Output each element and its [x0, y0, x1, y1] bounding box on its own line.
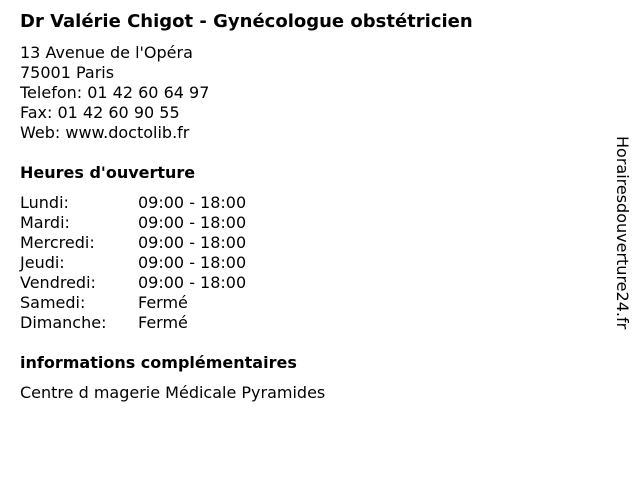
hours-time: Fermé — [138, 313, 188, 332]
opening-hours-heading: Heures d'ouverture — [20, 163, 196, 182]
street-address: 13 Avenue de l'Opéra — [20, 43, 193, 62]
site-watermark: Horairesdouverture24.fr — [613, 136, 632, 330]
hours-row-friday — [20, 273, 246, 293]
hours-time: Fermé — [138, 293, 188, 312]
hours-time: 09:00 - 18:00 — [138, 233, 247, 252]
hours-row-sunday — [20, 313, 246, 333]
additional-info-heading: informations complémentaires — [20, 353, 297, 372]
hours-day: Jeudi: — [20, 253, 65, 272]
hours-row-thursday — [20, 253, 246, 273]
hours-row-tuesday — [20, 213, 246, 233]
city-postcode: 75001 Paris — [20, 63, 115, 82]
hours-time: 09:00 - 18:00 — [138, 213, 247, 232]
website: Web: www.doctolib.fr — [20, 123, 190, 142]
hours-day: Lundi: — [20, 193, 69, 212]
opening-hours-table — [20, 193, 246, 333]
hours-time: 09:00 - 18:00 — [138, 273, 247, 292]
hours-row-monday — [20, 193, 246, 213]
phone-number: Telefon: 01 42 60 64 97 — [20, 83, 210, 102]
hours-day: Mercredi: — [20, 233, 95, 252]
hours-row-wednesday — [20, 233, 246, 253]
hours-day: Dimanche: — [20, 313, 107, 332]
additional-info-text: Centre d magerie Médicale Pyramides — [20, 383, 326, 402]
hours-day: Samedi: — [20, 293, 86, 312]
hours-time: 09:00 - 18:00 — [138, 193, 247, 212]
fax-number: Fax: 01 42 60 90 55 — [20, 103, 180, 122]
hours-day: Mardi: — [20, 213, 70, 232]
hours-row-saturday — [20, 293, 246, 313]
hours-time: 09:00 - 18:00 — [138, 253, 247, 272]
page-title: Dr Valérie Chigot - Gynécologue obstétricien — [20, 11, 473, 32]
hours-day: Vendredi: — [20, 273, 96, 292]
address-block — [20, 43, 209, 143]
